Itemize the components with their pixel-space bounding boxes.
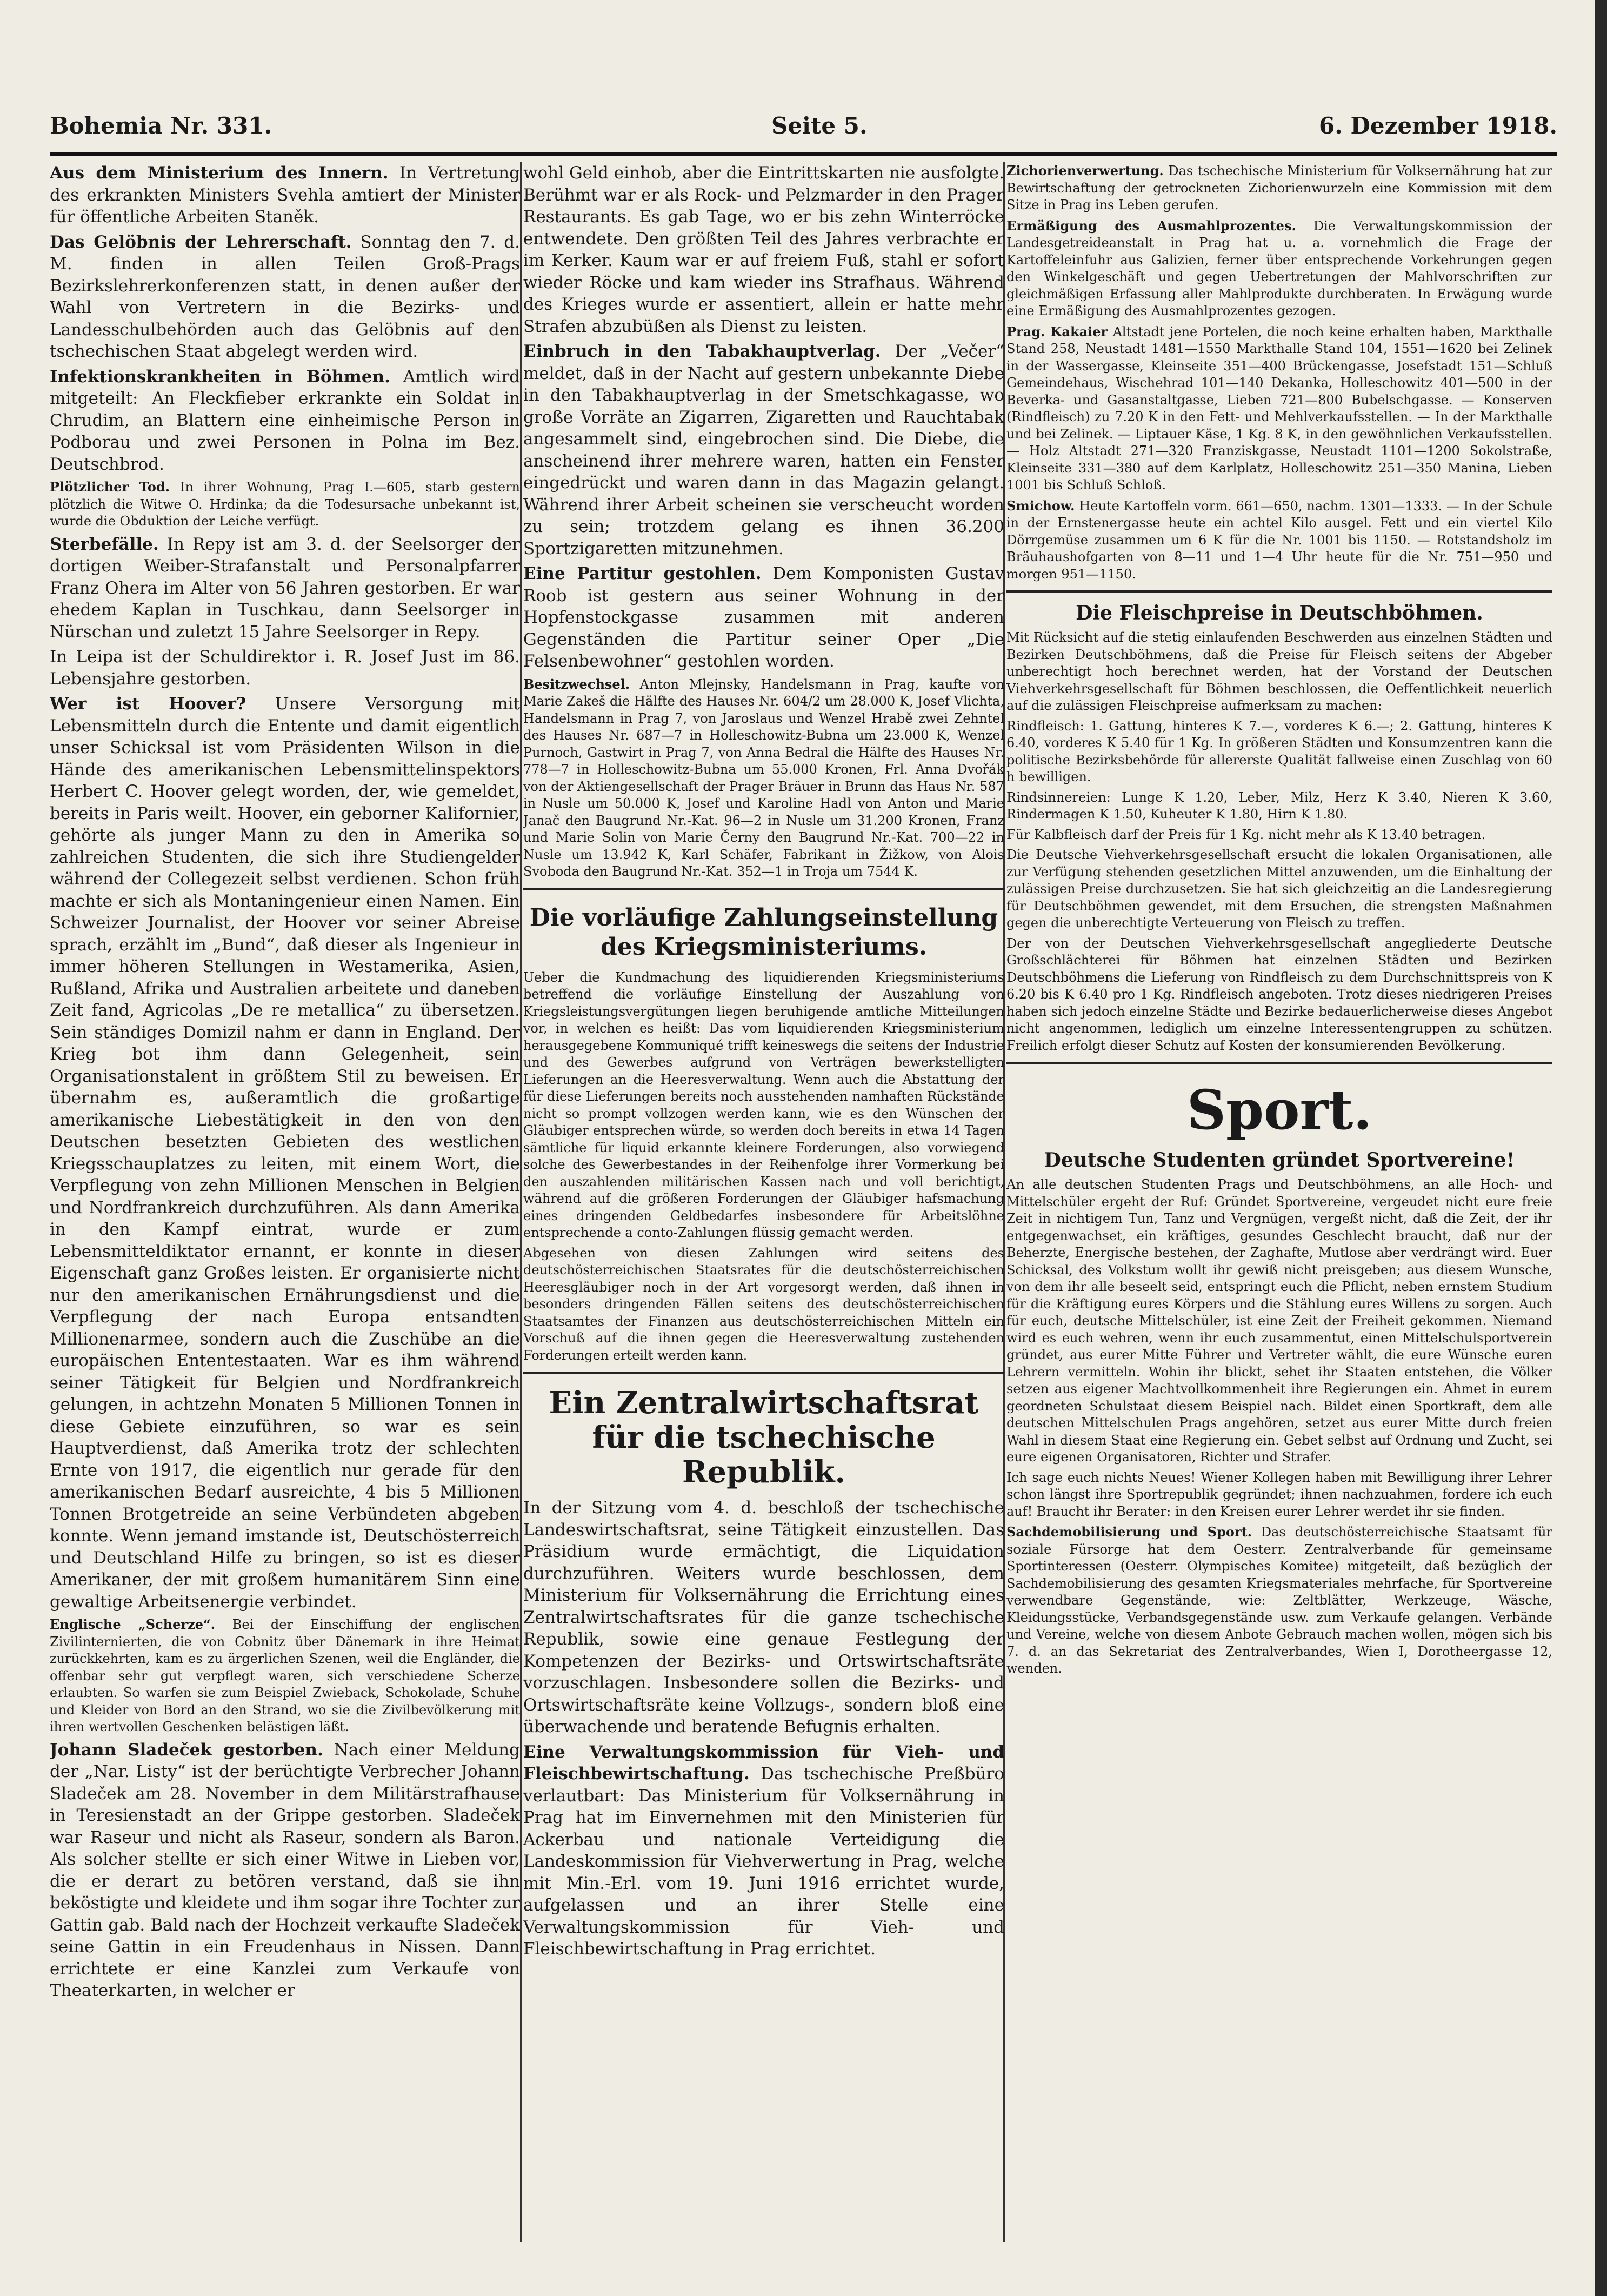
article-text: Amtlich wird mitgeteilt: An Fleckfieber erkrankte ein Soldat in Chrudim, an Blattern eine einheimische Person in Podborau und zwei Personen in Polna im Bez. Deutschbrod. bbox=[50, 367, 520, 474]
article-text: Der „Večer“ meldet, daß in der Nacht auf gestern unbekannte Diebe in den Tabakhauptverlag in der Smetschkagasse, wo große Vorräte an Zigarren, Zigaretten und Rauchtabak angesammelt sind, eingebrochen sind. Die Diebe, die anscheinend ihrer mehrere waren, hatten ein Fenster eingedrückt und waren dann in das Magazin gelangt. Während ihrer Arbeit scheinen sie verscheucht worden zu sein; trotzdem gelang es ihnen 36.200 Sportzigaretten mitzunehmen. bbox=[523, 342, 1004, 558]
header-issue: Bohemia Nr. 331. bbox=[50, 112, 272, 139]
header-page-number: Seite 5. bbox=[771, 112, 868, 139]
fleisch-heading: Die Fleischpreise in Deutschböhmen. bbox=[1076, 602, 1483, 624]
article-paragraph bbox=[50, 162, 520, 228]
article-paragraph bbox=[50, 693, 520, 1613]
article-paragraph bbox=[50, 1616, 520, 1736]
column-separator bbox=[520, 162, 522, 2242]
article-lead: Zichorienverwertung. bbox=[1006, 163, 1164, 178]
article-lead: Ermäßigung des Ausmahlprozentes. bbox=[1006, 217, 1296, 234]
column-2-articles bbox=[523, 162, 1004, 881]
article-paragraph bbox=[1006, 497, 1552, 583]
sport-lead: Sachdemobilisierung und Sport. bbox=[1006, 1524, 1252, 1540]
article-text: In Leipa ist der Schuldirektor i. R. Josef Just im 86. Lebensjahre gestorben. bbox=[50, 647, 520, 689]
article-lead: Sterbefälle. bbox=[50, 534, 159, 554]
column-1-articles bbox=[50, 162, 520, 2002]
article-lead: Infektionskrankheiten in Böhmen. bbox=[50, 367, 390, 387]
article-paragraph bbox=[50, 366, 520, 476]
article-lead: Prag. Kakaier bbox=[1006, 323, 1108, 340]
article-text: Nach einer Meldung der „Nar. Listy“ ist der berüchtigte Verbrecher Johann Sladeček am 28. November in dem Militärstrafhause in Teresienstadt an der Grippe gestorben. Sladeček war Raseur und nicht als Raseur, sondern als Baron. Als solcher stellte er sich einer Witwe in Lieben vor, die er derart zu betören verstand, daß sie ihn beköstigte und kleidete und ihm sogar ihre Tochter zur Gattin gab. Bald nach der Hochzeit verkaufte Sladeček seine Gattin in ein Freudenhaus in Nissen. Dann errichtete er eine Kanzlei zum Verkaufe von Theaterkarten, in welcher er bbox=[50, 1740, 520, 2000]
article-paragraph bbox=[50, 534, 520, 643]
article-paragraph bbox=[1006, 323, 1552, 494]
fleisch-paragraph: Für Kalbfleisch darf der Preis für 1 Kg. nicht mehr als K 13.40 betragen. bbox=[1006, 827, 1486, 842]
column-1 bbox=[50, 162, 520, 2253]
sport-paragraph: An alle deutschen Studenten Prags und Deutschböhmens, an alle Hoch- und Mittelschüler ergeht der Ruf: Gründet Sportvereine, vergeudet nicht eure freie Zeit in nichtigem Tun, Tanz und Vergnügen, vergeßt nicht, daß die Zeit, der ihr entgegenwachset, ein kräftiges, gesundes Geschlecht braucht, daß nur der Beherzte, Energische bestehen, der Zaghafte, Mutlose aber verdrängt wird. Euer Schicksal, des Volkstum wollt ihr gewiß nicht preisgeben; aus diesem Wunsche, von dem ihr alle beseelt seid, entspringt euch die Pflicht, neben ernstem Studium für die Kräftigung eures Körpers und die Stählung eures Willens zu sorgen. Auch für euch, deutsche Mittelschüler, ist eine Zeit der Freiheit gekommen. Niemand wird es euch wehren, wenn ihr euch zusammentut, einen Mittelschulsportverein gründet, aus eurer Mitte Führer und Vertreter wählt, die eure Wünsche euren Lehrern vermitteln. Wohin ihr blickt, sehet ihr Staaten entstehen, die Völker setzen aus eigener Machtvollkommenheit ihre Regierungen ein. Ahmet in eurem geordneten Schulstaat diesem Beispiel nach. Bildet einen Sportkraft, dem alle deutschen Mittelschulen Prags angehören, setzet aus eurer Mitte durch freien Wahl in diesem Staat eine Regierung ein. Gebet selbst auf Ordnung und Zucht, sei eure eigenen Organisatoren, Richter und Strafer. bbox=[1006, 1177, 1552, 1465]
sport-paragraph-3 bbox=[1006, 1523, 1552, 1678]
fleisch-paragraph: Die Deutsche Viehverkehrsgesellschaft ersucht die lokalen Organisationen, alle zur Verfügung stehenden gesetzlichen Mittel anzuwenden, um die Einhaltung der zulässigen Preise durchzusetzen. Sie hat sich gleichzeitig an die Landesregierung für Deutschböhmen gewendet, mit dem Ersuchen, die strengsten Maßnahmen gegen die unberechtigte Verteuerung von Fleisch zu treffen. bbox=[1006, 847, 1552, 930]
article-text: Dem Komponisten Gustav Roob ist gestern aus seiner Wohnung in der Hopfenstockgasse zusammen mit anderen Gegenständen die Partitur seiner Oper „Die Felsenbewohner“ gestohlen worden. bbox=[523, 564, 1004, 671]
article-text: Unsere Versorgung mit Lebensmitteln durch die Entente und damit eigentlich unser Schicksal ist vom Präsidenten Wilson in die Hände des amerikanischen Lebensmittelinspektors Herbert C. Hoover gelegt worden, der, wie gemeldet, bereits in Paris weilt. Hoover, ein geborner Kalifornier, gehörte als junger Mann zu den in Amerika so zahlreichen Studenten, die sich ihre Studiengelder während der Collegezeit selbst verdienen. Schon früh machte er sich als Montaningenieur einen Namen. Ein Schweizer Journalist, der Hoover vor seiner Abreise sprach, erzählt im „Bund“, daß dieser als Ingenieur in immer höheren Stellungen in Westamerika, Asien, Rußland, Afrika und Australien arbeitete und daneben Zeit fand, Agricolas „De re metallica“ zu übersetzen. Sein ständiges Domizil nahm er dann in England. Der Krieg bot ihm dann Gelegenheit, sein Organisationstalent in größtem Stil zu beweisen. Er übernahm es, außeramtlich die großartige amerikanische Liebestätigkeit in den von den Deutschen besetzten Gebieten des westlichen Kriegsschauplatzes zu leiten, mit einem Wort, die Verpflegung von zehn Millionen Menschen in Belgien und Nordfrankreich durchzuführen. Als dann Amerika in den Kampf eintrat, wurde er zum Lebensmitteldiktator ernannt, er konnte in dieser Eigenschaft ganz Großes leisten. Er organisierte nicht nur den amerikanischen Ernährungsdienst und die Verpflegung der nach Europa entsandten Millionenarmee, sondern auch die Zuschübe an die europäischen Ententestaaten. War es ihm während seiner Tätigkeit für Belgien und Nordfrankreich gelungen, in achtzehn Monaten 5 Millionen Tonnen in diese Gebiete einzuführen, so war es sein Hauptverdienst, daß Amerika trotz der schlechten Ernte von 1917, die eigentlich nur gerade für den amerikanischen Bedarf ausreichte, 4 bis 5 Millionen Tonnen Brotgetreide an seine Verbündeten abgeben konnte. Wenn jemand imstande ist, Deutschösterreich und Deutschland Hilfe zu bringen, so ist es dieser Amerikaner, der mit großem humanitärem Sinn eine gewaltige Arbeitsenergie verbindet. bbox=[50, 694, 520, 1612]
fleisch-paragraph: Der von der Deutschen Viehverkehrsgesellschaft angegliederte Deutsche Großschlächterei für Böhmen hat einzelnen Städten und Bezirken Deutschböhmens die Lieferung von Rindfleisch zu dem Durchschnittspreis von K 6.20 bis K 6.40 pro 1 Kg. Rindfleisch angeboten. Trotz dieses niedrigeren Preises haben sich jedoch einzelne Städte und Bezirke bedauerlicherweise dieses Angebot nicht angenommen, lediglich um einzelne Interessentengruppen zu schützen. Freilich erfolgt dieser Schutz auf Kosten der konsumierenden Bevölkerung. bbox=[1006, 935, 1552, 1053]
article-paragraph bbox=[50, 478, 520, 530]
zentral-heading: Ein Zentralwirtschaftsrat für die tschechische Republik. bbox=[549, 1385, 979, 1490]
article-text: Anton Mlejnsky, Handelsmann in Prag, kaufte von Marie Zakeš die Hälfte des Hauses Nr. 604/2 um 28.000 K, Josef Vlichta, Handelsmann in Prag 7, von Jaroslaus und Wenzel Hrabě zwei Zehntel des Hauses Nr. 687—7 in Holleschowitz-Bubna um 23.000 K, Wenzel Purnoch, Gastwirt in Prag 7, von Anna Bedral die Hälfte des Hauses Nr. 778—7 in Holleschowitz-Bubna um 55.000 Kronen, Frl. Anna Dvořák von der Aktiengesellschaft der Prager Bräuer in Brunn das Haus Nr. 587 in Nusle um 50.000 K, Josef und Karoline Hadl von Anton und Marie Janač den Baugrund Nr.-Kat. 96—2 in Nusle um 31.200 Kronen, Franz und Marie Solin von Marie Černy den Baugrund Nr.-Kat. 700—22 in Nusle um 13.942 K, Karl Schäfer, Fabrikant in Žižkow, von Alois Svoboda den Baugrund Nr.-Kat. 352—1 in Troja um 7544 K. bbox=[523, 676, 1004, 879]
article-text: Das tschechische Ministerium für Volksernährung hat zur Bewirtschaftung der getrockneten Zichorienwurzeln eine Kommission mit dem Sitze in Prag ins Leben gerufen. bbox=[1006, 163, 1552, 212]
article-paragraph bbox=[50, 1739, 520, 2002]
article-lead: Wer ist Hoover? bbox=[50, 694, 246, 714]
fleisch-paragraph: Mit Rücksicht auf die stetig einlaufenden Beschwerden aus einzelnen Städten und Bezirken Deutschböhmens, daß die Preise für Fleisch seitens der Abgeber unberechtigt hoch berechnet werden, hat der Vorstand der Deutschen Viehverkehrsgesellschaft für Böhmen beschlossen, die Oeffentlichkeit neuerlich auf die zulässigen Fleischpreise aufmerksam zu machen: bbox=[1006, 630, 1552, 713]
sport-text: Das deutschösterreichische Staatsamt für soziale Fürsorge hat dem Oesterr. Zentralverbande für gemeinsame Sportinteressen (Oesterr. Olympisches Komitee) mitgeteilt, daß bezüglich der Sachdemobilisierung des gesamten Kriegsmateriales mehrfache, für Sportvereine verwendbare Gegenstände, wie: Zeltblätter, Werkzeuge, Wäsche, Kleidungsstücke, Verbandsgegenstände usw. zum Verkaufe gelangen. Verbände und Vereine, welche von diesem Anbote Gebrauch machen wollen, mögen sich bis 7. d. an das Sekretariat des Zentralverbandes, Wien I, Dorotheergasse 12, wenden. bbox=[1006, 1525, 1552, 1676]
section-rule bbox=[1006, 1062, 1552, 1064]
article-paragraph bbox=[523, 563, 1004, 673]
article-paragraph bbox=[523, 341, 1004, 560]
page-header bbox=[50, 112, 1557, 150]
column-3-articles bbox=[1006, 162, 1552, 583]
sport-heading: Sport. bbox=[1186, 1078, 1372, 1142]
article-text: Bei der Einschiffung der englischen Zivilinternierten, die von Cobnitz über Dänemark in ihre Heimat zurückkehrten, kam es zu ärgerlichen Szenen, weil die Engländer, die offenbar sehr gut verpflegt waren, sich verschiedene Scherze erlaubten. So warfen sie zum Beispiel Zwieback, Schokolade, Schuhe und Kleider von Bord an den Strand, wo sie die Zivilbevölkerung mit ihren wertvollen Geschenken belästigen läßt. bbox=[50, 1617, 520, 1734]
article-text: Die Verwaltungskommission der Landesgetreideanstalt in Prag hat u. a. vornehmlich die Frage der Kartoffeleinfuhr aus Galizien, ferner über entsprechende Vorkehrungen gegen den Winkelgeschäft und gegen Uebertretungen der Mahlvorschriften zur gleichmäßigen Erfassung aller Mahlprodukte durchberaten. In Erwägung wurde eine Ermäßigung des Ausmahlprozentes gezogen. bbox=[1006, 218, 1552, 318]
article-text: Sonntag den 7. d. M. finden in allen Teilen Groß-Prags Bezirkslehrerkonferenzen statt, in denen außer der Wahl von Vertretern in die Bezirks- und Landesschulbehörden auch das Gelöbnis auf den tschechischen Staat abgelegt werden wird. bbox=[50, 232, 520, 361]
article-paragraph bbox=[523, 162, 1004, 337]
article-lead: Das Gelöbnis der Lehrerschaft. bbox=[50, 232, 352, 252]
zahlung-heading: Die vorläufige Zahlungseinstellung des Kriegsministeriums. bbox=[529, 903, 998, 961]
page-edge bbox=[1595, 0, 1607, 2296]
article-text: Heute Kartoffeln vorm. 661—650, nachm. 1301—1333. — In der Schule in der Ernstenergasse heute ein achtel Kilo ausgel. Fett und ein viertel Kilo Dörrgemüse zusammen um 6 K für die Nr. 1001 bis 1150. — Rotstandsholz im Bräuhaushofgarten von 8—11 und 1—4 Uhr heute für die Nr. 751—950 und morgen 951—1150. bbox=[1006, 498, 1552, 582]
section-rule bbox=[1006, 590, 1552, 593]
article-paragraph bbox=[523, 676, 1004, 881]
article-lead: Plötzlicher Tod. bbox=[50, 479, 170, 495]
article-lead: Eine Partitur gestohlen. bbox=[523, 564, 762, 583]
fleisch-paragraph: Rindsinnereien: Lunge K 1.20, Leber, Milz, Herz K 3.40, Nieren K 3.60, Rindermagen K 1.50, Kuheuter K 1.80, Hirn K 1.80. bbox=[1006, 789, 1552, 822]
sport-paragraph: Ich sage euch nichts Neues! Wiener Kollegen haben mit Bewilligung ihrer Lehrer schon längst ihre Sportrepublik gegründet; ihnen nachzuahmen, fordere ich euch auf! Braucht ihr Berater: in den Kreisen eurer Lehrer werdet ihr sie finden. bbox=[1006, 1469, 1552, 1519]
section-rule bbox=[523, 1372, 1004, 1374]
zentral-paragraph: In der Sitzung vom 4. d. beschloß der tschechische Landeswirtschaftsrat, seine Tätigkeit einzustellen. Das Präsidium wurde ermächtigt, die Liquidation durchzuführen. Weiters wurde beschlossen, dem Ministerium für Volksernährung die Errichtung eines Zentralwirtschaftsrates für die ganze tschechische Republik, sowie eine genaue Festlegung der Kompetenzen der Bezirks- und Ortswirtschaftsräte vorzuschlagen. Insbesondere sollen die Bezirks- und Ortswirtschaftsräte keine Vollzugs-, sondern bloß eine überwachende und beratende Befugnis erhalten. bbox=[523, 1498, 1004, 1736]
zahlung-paragraph: Ueber die Kundmachung des liquidierenden Kriegsministeriums betreffend die vorläufige Einstellung der Auszahlung von Kriegsleistungsvergütungen liegen beruhigende amtliche Mitteilungen vor, in welchen es heißt: Das vom liquidierenden Kriegsministerium herausgegebene Kommuniqué trifft keineswegs die seitens der Industrie und des Gewerbes aufgrund von Verträgen bewerkstelligten Lieferungen an die Heeresverwaltung. Wenn auch die Abstattung der für diese Lieferungen bereits noch ausstehenden namhaften Rückstände nicht so prompt vollzogen werden kann, wie es den Wünschen der Gläubiger entsprechen würde, so werden doch bereits in etwa 14 Tagen sämtliche für liquid erkannte kleinere Forderungen, also vorwiegend solche des Gewerbestandes in der Reihenfolge ihrer Vormerkung bei den auszahlenden militärischen Kassen nach und voll berichtigt, während auf die größeren Forderungen der Gläubiger hafsmachung eines dringenden Geldbedarfes insbesondere für Arbeitslöhne entsprechende a conto-Zahlungen flüssig gemacht werden. bbox=[523, 969, 1004, 1240]
article-paragraph bbox=[50, 231, 520, 363]
article-text: In Repy ist am 3. d. der Seelsorger der dortigen Weiber-Strafanstalt und Personalpfarrer Franz Ohera im Alter von 56 Jahren gestorben. Er war ehedem Kaplan in Tuschkau, dann Seelsorger in Nürschan und zuletzt 15 Jahre Seelsorger in Repy. bbox=[50, 534, 520, 642]
article-text: In Vertretung des erkrankten Ministers Svehla amtiert der Minister für öffentliche Arbeiten Staněk. bbox=[50, 163, 520, 227]
zentral-text: Das tschechische Preßbüro verlautbart: Das Ministerium für Volksernährung in Prag hat im Einvernehmen mit den Ministerien für Ackerbau und nationale Verteidigung die Landeskommission für Viehverwertung in Prag, welche mit Min.-Erl. vom 19. Juni 1916 errichtet wurde, aufgelassen und an ihrer Stelle eine Verwaltungskommission für Vieh- und Fleischbewirtschaftung in Prag errichtet. bbox=[523, 1764, 1004, 1959]
article-lead: Aus dem Ministerium des Innern. bbox=[50, 163, 389, 183]
article-text: In ihrer Wohnung, Prag I.—605, starb gestern plötzlich die Witwe O. Hrdinka; da die Todesursache unbekannt ist, wurde die Obduktion der Leiche verfügt. bbox=[50, 480, 520, 529]
article-text: Altstadt jene Portelen, die noch keine erhalten haben, Markthalle Stand 258, Neustadt 1481—1550 Markthalle Stand 104, 1551—1620 bei Zelinek in der Wassergasse, Kleinseite 351—400 Brückengasse, Josefstadt 151—Schluß Gemeindehaus, Wischehrad 101—140 Dekanka, Holleschowitz 401—500 in der Beverka- und Gasanstaltgasse, Lieben 721—800 Bubelschgasse. — Konserven (Rindfleisch) zu 7.20 K in den Fett- und Mehlverkaufsstellen. — In der Markthalle und bei Zelinek. — Liptauer Käse, 1 Kg. 8 K, in den gewöhnlichen Verkaufsstellen. — Holz Altstadt 271—320 Franziskgasse, Neustadt 1101—1200 Sokolstraße, Kleinseite 331—380 auf dem Karlplatz, Holleschowitz 251—350 Manina, Lieben 1001 bis Schluß Schloß. bbox=[1006, 324, 1552, 493]
zentral-paragraph-2 bbox=[523, 1741, 1004, 1960]
zahlung-paragraph: Abgesehen von diesen Zahlungen wird seitens des deutschösterreichischen Staatsrates für die deutschösterreichischen Heeresgläubiger noch in der Art vorgesorgt werden, daß ihnen in besonders dringenden Fällen seitens des deutschösterreichischen Staatsamtes der Finanzen aus deutschösterreichischen Mitteln ein Vorschuß auf die ihnen gegen die Heeresverwaltung zustehenden Forderungen erteilt werden kann. bbox=[523, 1245, 1004, 1363]
column-3 bbox=[1006, 162, 1552, 2253]
article-lead: Smichow. bbox=[1006, 497, 1075, 514]
section-rule bbox=[523, 888, 1004, 890]
sport-subheading: Deutsche Studenten gründet Sportvereine! bbox=[1044, 1149, 1515, 1172]
header-date: 6. Dezember 1918. bbox=[1319, 112, 1557, 139]
article-lead: Englische „Scherze“. bbox=[50, 1616, 216, 1632]
article-lead: Besitzwechsel. bbox=[523, 676, 630, 692]
header-rule bbox=[50, 152, 1557, 156]
column-2 bbox=[523, 162, 1004, 2253]
zentral-lead: Eine Verwaltungskommission für Vieh- und Fleischbewirtschaftung. bbox=[523, 1742, 1004, 1783]
article-lead: Johann Sladeček gestorben. bbox=[50, 1740, 323, 1760]
article-paragraph bbox=[50, 646, 520, 690]
article-paragraph bbox=[1006, 217, 1552, 320]
article-text: wohl Geld einhob, aber die Eintrittskarten nie ausfolgte. Berühmt war er als Rock- und Pelzmarder in den Prager Restaurants. Es gab Tage, wo er bis zehn Winterröcke entwendete. Den größten Teil des Jahres verbrachte er im Kerker. Kaum war er auf freiem Fuß, stahl er sofort wieder Röcke und kam wieder ins Strafhaus. Während des Krieges wurde er assentiert, allein er hatte mehr Strafen abzubüßen als Dienst zu leisten. bbox=[523, 163, 1004, 336]
fleisch-paragraph: Rindfleisch: 1. Gattung, hinteres K 7.—, vorderes K 6.—; 2. Gattung, hinteres K 6.40, vorderes K 5.40 für 1 Kg. In größeren Städten und Konsumzentren kann die politische Bezirksbehörde für allererste Qualität fallweise einen Zuschlag von 60 h bewilligen. bbox=[1006, 718, 1552, 784]
article-lead: Einbruch in den Tabakhauptverlag. bbox=[523, 342, 881, 361]
article-paragraph bbox=[1006, 162, 1552, 214]
